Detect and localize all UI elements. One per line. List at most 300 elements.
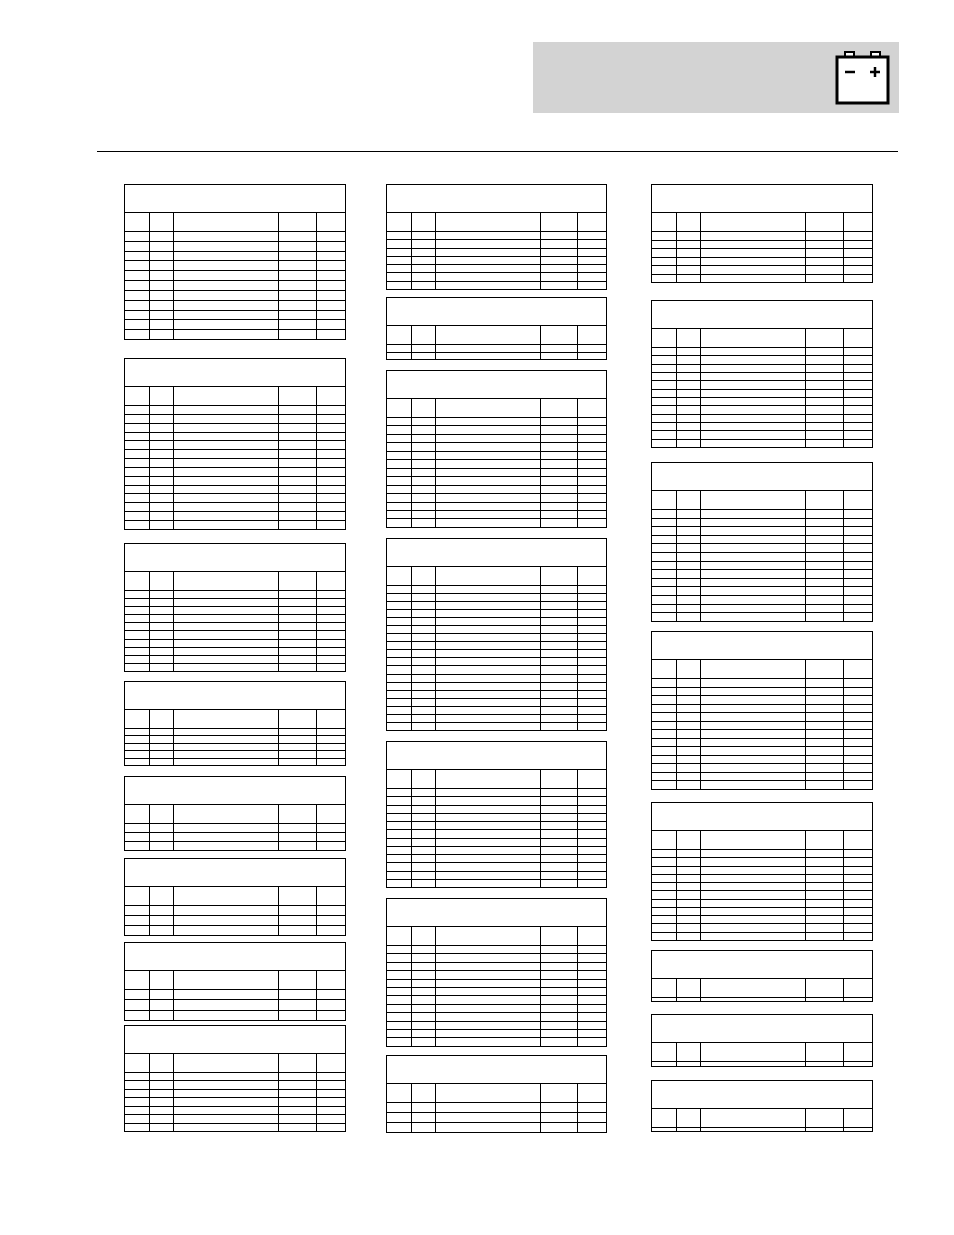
table-cell (435, 345, 540, 353)
table-cell (411, 345, 435, 353)
table-cell (387, 962, 411, 970)
table-row (387, 805, 606, 813)
table-cell (387, 468, 411, 476)
column-header (149, 887, 173, 906)
table-row (652, 518, 872, 527)
table-cell (843, 527, 872, 536)
table-cell (316, 599, 345, 607)
table-cell (411, 477, 435, 485)
table-cell (125, 639, 149, 647)
table-cell (700, 696, 806, 705)
connector-table (386, 370, 607, 528)
table-cell (411, 690, 435, 698)
table-row (387, 682, 606, 690)
table-cell (676, 587, 700, 596)
table-cell (700, 510, 806, 519)
table-cell (652, 422, 676, 430)
table-cell (387, 460, 411, 468)
table-cell (387, 714, 411, 722)
table-row (652, 713, 872, 722)
table-cell (540, 690, 577, 698)
table-cell (149, 736, 173, 743)
table-cell (387, 443, 411, 451)
table-cell (806, 364, 843, 372)
table-row (387, 846, 606, 854)
table-cell (387, 586, 411, 594)
column-header (843, 1043, 872, 1062)
table-row (652, 389, 872, 397)
table-cell (540, 789, 577, 797)
table-cell (652, 266, 676, 275)
table-cell (316, 414, 345, 423)
table-cell (652, 544, 676, 553)
column-header (279, 887, 316, 906)
column-header (149, 805, 173, 824)
table-cell (676, 899, 700, 907)
table-row (125, 591, 345, 599)
table-cell (387, 846, 411, 854)
table-cell (435, 813, 540, 821)
table-row (652, 730, 872, 739)
table-cell (540, 879, 577, 887)
column-header (149, 971, 173, 990)
table-row (387, 879, 606, 887)
table-cell (279, 639, 316, 647)
table-cell (540, 502, 577, 510)
table-row (125, 736, 345, 743)
table-cell (676, 721, 700, 730)
table-cell (125, 990, 149, 1000)
table-cell (435, 1113, 540, 1123)
table-row (387, 830, 606, 838)
table-cell (700, 381, 806, 389)
table-row (387, 618, 606, 626)
connector-pin-grid (387, 213, 606, 289)
table-cell (411, 618, 435, 626)
table-cell (652, 781, 676, 789)
table-cell (411, 1113, 435, 1123)
column-header (806, 1109, 843, 1128)
table-cell (700, 755, 806, 764)
table-cell (173, 615, 279, 623)
table-cell (125, 591, 149, 599)
table-cell (540, 345, 577, 353)
table-cell (387, 642, 411, 650)
table-row (652, 266, 872, 275)
table-cell (435, 871, 540, 879)
table-cell (279, 1115, 316, 1123)
table-cell (316, 631, 345, 639)
table-row (125, 758, 345, 765)
table-cell (578, 846, 607, 854)
table-cell (540, 468, 577, 476)
table-cell (540, 813, 577, 821)
table-cell (387, 879, 411, 887)
table-cell (676, 730, 700, 739)
connector-table-title (652, 301, 872, 329)
table-row (387, 855, 606, 863)
table-cell (149, 251, 173, 261)
column-header (540, 213, 577, 232)
table-row (387, 418, 606, 426)
table-cell (435, 822, 540, 830)
table-cell (435, 797, 540, 805)
table-cell (540, 855, 577, 863)
column-header (149, 1054, 173, 1073)
table-cell (125, 824, 149, 833)
table-cell (652, 596, 676, 605)
table-cell (578, 871, 607, 879)
table-cell (149, 320, 173, 330)
table-cell (387, 281, 411, 289)
table-row (652, 439, 872, 447)
table-cell (700, 397, 806, 405)
table-cell (149, 1081, 173, 1089)
table-cell (279, 1000, 316, 1010)
column-header (387, 770, 411, 789)
table-cell (843, 570, 872, 579)
table-row (387, 658, 606, 666)
table-row (125, 926, 345, 936)
table-cell (700, 738, 806, 747)
column-header (806, 831, 843, 850)
table-row (125, 1106, 345, 1114)
table-cell (387, 650, 411, 658)
table-cell (652, 232, 676, 241)
table-cell (435, 610, 540, 618)
table-row (125, 281, 345, 291)
table-cell (435, 1013, 540, 1021)
table-cell (540, 996, 577, 1004)
table-cell (411, 1013, 435, 1021)
table-row (387, 962, 606, 970)
column-header (316, 572, 345, 591)
table-row (387, 838, 606, 846)
connector-pin-grid (125, 887, 345, 935)
column-header (843, 213, 872, 232)
column-header (806, 491, 843, 510)
table-cell (387, 666, 411, 674)
table-cell (149, 330, 173, 339)
table-cell (806, 406, 843, 414)
column-header (125, 971, 149, 990)
table-cell (173, 631, 279, 639)
table-cell (578, 345, 607, 353)
table-cell (279, 663, 316, 671)
connector-table (651, 462, 873, 622)
table-cell (316, 842, 345, 851)
table-cell (435, 971, 540, 979)
table-row (125, 467, 345, 476)
column-header (411, 213, 435, 232)
column-header (173, 213, 279, 232)
table-header-row (652, 660, 872, 679)
table-cell (843, 544, 872, 553)
table-cell (149, 1106, 173, 1114)
table-cell (806, 266, 843, 275)
table-cell (652, 381, 676, 389)
table-cell (411, 594, 435, 602)
table-cell (806, 679, 843, 688)
table-cell (540, 1038, 577, 1046)
table-cell (540, 281, 577, 289)
column-header (700, 491, 806, 510)
column-header (387, 1084, 411, 1103)
connector-table-title (387, 371, 606, 399)
table-cell (279, 503, 316, 512)
table-cell (411, 1038, 435, 1046)
table-cell (149, 512, 173, 521)
table-row (125, 290, 345, 300)
table-cell (387, 971, 411, 979)
table-cell (843, 381, 872, 389)
table-header-row (125, 887, 345, 906)
connector-table-title (125, 859, 345, 887)
table-cell (316, 485, 345, 494)
table-cell (125, 736, 149, 743)
table-cell (149, 300, 173, 310)
column-header (676, 1043, 700, 1062)
table-cell (149, 1073, 173, 1081)
column-header (149, 710, 173, 729)
table-cell (125, 1073, 149, 1081)
table-cell (279, 842, 316, 851)
column-header (540, 399, 577, 418)
table-row (387, 460, 606, 468)
table-cell (149, 591, 173, 599)
table-cell (578, 706, 607, 714)
table-cell (578, 863, 607, 871)
table-row (125, 476, 345, 485)
table-cell (411, 1103, 435, 1113)
table-cell (806, 527, 843, 536)
table-cell (676, 704, 700, 713)
table-cell (676, 679, 700, 688)
table-cell (806, 553, 843, 562)
table-cell (843, 713, 872, 722)
table-cell (387, 1030, 411, 1038)
table-cell (700, 578, 806, 587)
table-cell (411, 434, 435, 442)
table-row (125, 423, 345, 432)
connector-table-title (652, 951, 872, 979)
table-cell (316, 320, 345, 330)
table-cell (540, 1021, 577, 1029)
table-cell (435, 855, 540, 863)
table-cell (652, 518, 676, 527)
connector-table (651, 802, 873, 941)
table-row (387, 248, 606, 256)
table-cell (411, 510, 435, 518)
table-cell (125, 1123, 149, 1131)
table-cell (652, 772, 676, 781)
table-cell (578, 650, 607, 658)
table-cell (173, 459, 279, 468)
table-row (125, 1073, 345, 1081)
table-cell (578, 232, 607, 240)
column-header (316, 710, 345, 729)
table-cell (149, 503, 173, 512)
table-cell (540, 682, 577, 690)
table-cell (652, 570, 676, 579)
table-cell (279, 1073, 316, 1081)
table-cell (652, 389, 676, 397)
table-cell (700, 747, 806, 756)
table-cell (676, 544, 700, 553)
table-row (387, 1123, 606, 1133)
table-cell (316, 926, 345, 936)
table-cell (676, 518, 700, 527)
table-cell (676, 232, 700, 241)
table-row (652, 257, 872, 266)
table-cell (700, 570, 806, 579)
table-row (125, 833, 345, 842)
table-cell (843, 397, 872, 405)
table-cell (387, 658, 411, 666)
table-cell (700, 240, 806, 249)
table-cell (279, 631, 316, 639)
table-cell (540, 451, 577, 459)
table-cell (125, 310, 149, 320)
table-cell (149, 271, 173, 281)
table-row (652, 866, 872, 874)
table-cell (676, 755, 700, 764)
column-header (578, 399, 607, 418)
table-cell (578, 426, 607, 434)
table-cell (843, 704, 872, 713)
table-cell (279, 320, 316, 330)
table-cell (411, 988, 435, 996)
table-cell (387, 698, 411, 706)
connector-table-title (387, 1056, 606, 1084)
table-row (652, 738, 872, 747)
table-row (387, 996, 606, 1004)
table-row (652, 356, 872, 364)
table-cell (411, 642, 435, 650)
table-cell (676, 764, 700, 773)
table-cell (387, 240, 411, 248)
column-header (125, 572, 149, 591)
table-cell (173, 1010, 279, 1020)
table-cell (149, 607, 173, 615)
table-cell (411, 971, 435, 979)
table-cell (676, 348, 700, 356)
table-cell (578, 666, 607, 674)
table-cell (578, 674, 607, 682)
table-cell (411, 1021, 435, 1029)
connector-pin-grid (387, 927, 606, 1046)
table-cell (316, 1123, 345, 1131)
table-row (652, 772, 872, 781)
table-header-row (652, 979, 872, 998)
table-cell (411, 418, 435, 426)
table-cell (806, 696, 843, 705)
table-cell (806, 764, 843, 773)
table-row (387, 1004, 606, 1012)
table-cell (435, 1103, 540, 1113)
table-cell (435, 722, 540, 730)
table-cell (435, 232, 540, 240)
table-row (652, 613, 872, 621)
table-cell (125, 251, 149, 261)
table-header-row (125, 387, 345, 406)
table-cell (676, 535, 700, 544)
table-cell (540, 256, 577, 264)
connector-table-title (652, 632, 872, 660)
connector-table (124, 942, 346, 1021)
table-cell (700, 596, 806, 605)
table-cell (578, 838, 607, 846)
table-row (387, 434, 606, 442)
table-cell (411, 485, 435, 493)
column-header (316, 887, 345, 906)
table-cell (411, 256, 435, 264)
table-cell (149, 441, 173, 450)
table-cell (578, 830, 607, 838)
table-cell (411, 650, 435, 658)
table-cell (540, 477, 577, 485)
connector-table-title (125, 544, 345, 572)
table-cell (843, 687, 872, 696)
table-row (125, 729, 345, 736)
table-row (387, 594, 606, 602)
table-cell (806, 687, 843, 696)
table-cell (387, 838, 411, 846)
table-cell (806, 747, 843, 756)
table-cell (676, 414, 700, 422)
table-cell (149, 281, 173, 291)
connector-table-title (652, 1081, 872, 1109)
table-cell (540, 805, 577, 813)
table-cell (279, 450, 316, 459)
table-cell (173, 467, 279, 476)
table-cell (843, 232, 872, 241)
table-cell (149, 824, 173, 833)
table-cell (806, 772, 843, 781)
table-cell (578, 988, 607, 996)
table-row (125, 414, 345, 423)
table-cell (125, 842, 149, 851)
table-cell (578, 690, 607, 698)
table-cell (411, 871, 435, 879)
table-row (387, 265, 606, 273)
table-cell (316, 441, 345, 450)
column-header (652, 491, 676, 510)
table-cell (435, 1021, 540, 1029)
connector-pin-grid (125, 213, 345, 339)
table-cell (806, 431, 843, 439)
table-cell (435, 586, 540, 594)
table-row (652, 232, 872, 241)
column-header (676, 329, 700, 348)
table-cell (843, 596, 872, 605)
table-cell (843, 998, 872, 1003)
table-cell (387, 946, 411, 954)
column-header (387, 399, 411, 418)
table-cell (173, 450, 279, 459)
table-cell (843, 535, 872, 544)
table-cell (843, 553, 872, 562)
table-cell (843, 356, 872, 364)
table-cell (676, 858, 700, 866)
table-cell (435, 682, 540, 690)
table-cell (676, 397, 700, 405)
column-header (411, 567, 435, 586)
column-header (173, 710, 279, 729)
table-row (125, 320, 345, 330)
table-cell (578, 971, 607, 979)
table-cell (411, 996, 435, 1004)
